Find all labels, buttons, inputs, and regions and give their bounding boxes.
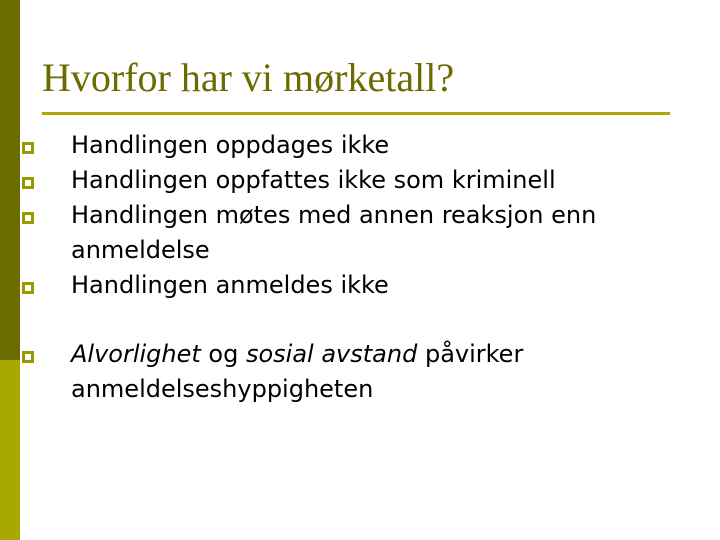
bullet-text: påvirker anmeldelseshyppigheten <box>71 340 524 403</box>
title-underline <box>42 112 670 115</box>
square-bullet-icon <box>22 142 34 154</box>
side-bar-light <box>0 360 20 540</box>
square-bullet-icon <box>22 212 34 224</box>
square-bullet-icon <box>22 177 34 189</box>
bullet-list <box>22 128 702 407</box>
square-bullet-icon <box>22 282 34 294</box>
bullet-text-italic: Alvorlighet <box>71 340 201 368</box>
bullet-text-italic: sosial avstand <box>245 340 418 368</box>
bullet-item <box>22 163 702 198</box>
bullet-item <box>22 128 702 163</box>
bullet-text: og <box>200 340 246 368</box>
slide-title: Hvorfor har vi mørketall? <box>42 55 455 100</box>
bullet-text: Handlingen anmeldes ikke <box>71 271 389 299</box>
bullet-item-emphasis <box>22 337 702 407</box>
side-bar-dark <box>0 0 20 360</box>
square-bullet-icon <box>22 351 34 363</box>
bullet-text: Handlingen oppdages ikke <box>71 131 390 159</box>
bullet-item <box>22 198 702 268</box>
bullet-text: Handlingen oppfattes ikke som kriminell <box>71 166 556 194</box>
bullet-item <box>22 268 702 303</box>
bullet-text: Handlingen møtes med annen reaksjon enn anmeldelse <box>71 201 597 264</box>
